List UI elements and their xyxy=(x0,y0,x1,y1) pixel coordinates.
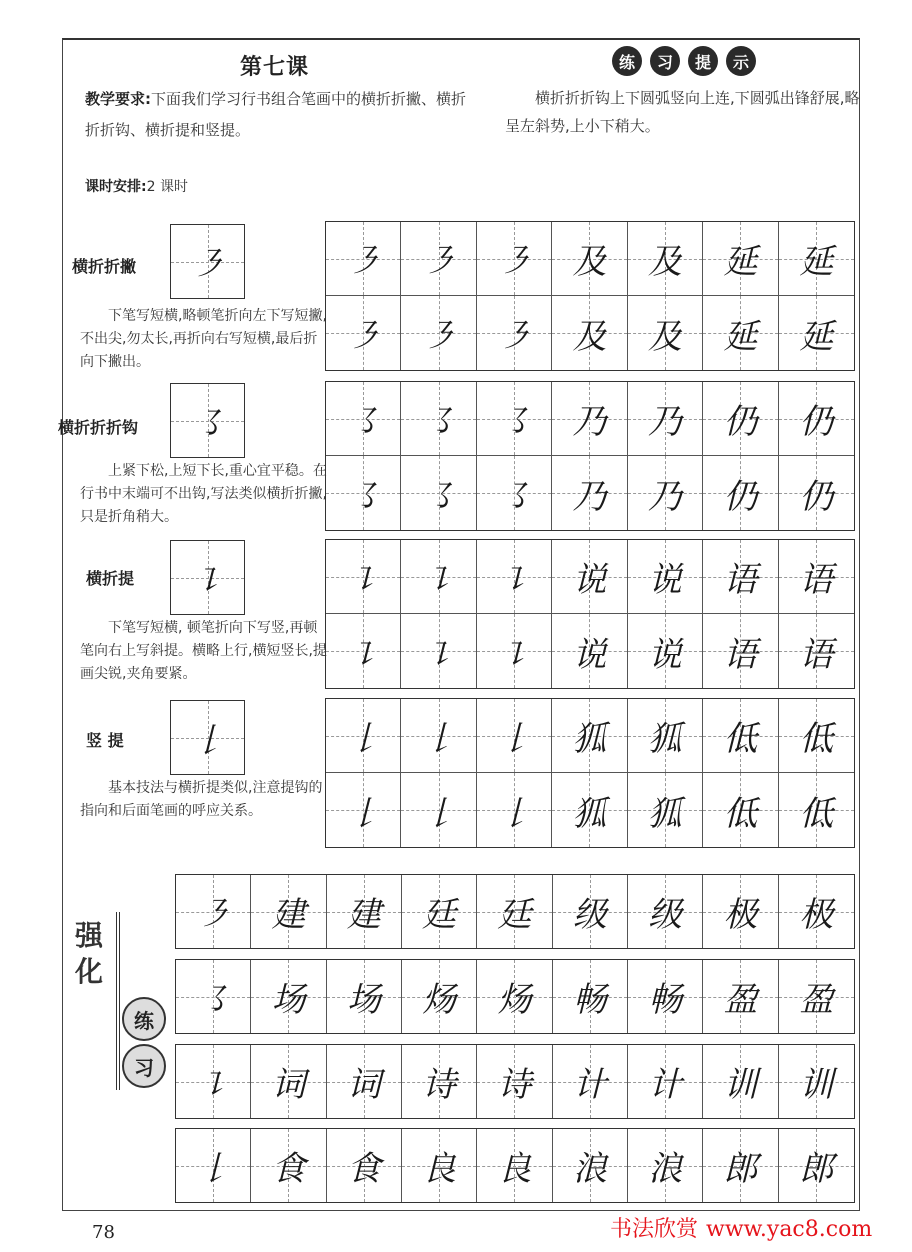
practice-character: ㇌ xyxy=(346,476,381,517)
practice-character: 语 xyxy=(799,560,834,600)
practice-character: 场 xyxy=(346,980,381,1020)
model-character: ㇌ xyxy=(171,384,244,457)
model-character-box xyxy=(170,700,245,775)
practice-cell xyxy=(703,1129,778,1202)
practice-character: 说 xyxy=(572,634,607,675)
practice-character: 建 xyxy=(271,895,306,935)
practice-cell xyxy=(779,875,854,948)
practice-character: 良 xyxy=(422,1149,457,1189)
stroke-name: 横折提 xyxy=(86,569,135,588)
practice-character: 延 xyxy=(799,242,834,282)
practice-cell xyxy=(703,699,778,773)
practice-cell xyxy=(477,382,552,456)
practice-cell xyxy=(176,875,251,948)
practice-cell xyxy=(327,1045,402,1118)
practice-cell xyxy=(327,1129,402,1202)
practice-cell xyxy=(552,699,627,773)
practice-character: 乃 xyxy=(647,402,682,442)
practice-character: ㇊ xyxy=(497,634,532,675)
practice-character: 𠄌 xyxy=(421,793,456,834)
practice-character: 仍 xyxy=(799,476,834,517)
stroke-description: 下笔写短横, 顿笔折向下写竖,再顿笔向右上写斜提。横略上行,横短竖长,提画尖锐,夹角要紧。 xyxy=(80,620,327,682)
practice-cell xyxy=(552,614,627,688)
practice-cell xyxy=(779,1129,854,1202)
practice-cell xyxy=(402,960,477,1033)
practice-cell xyxy=(779,296,854,370)
practice-cell xyxy=(251,960,326,1033)
practice-grid xyxy=(325,381,855,531)
practice-cell xyxy=(401,456,476,530)
practice-cell xyxy=(703,773,778,847)
practice-character: ㇋ xyxy=(497,316,532,357)
practice-character: 𠄌 xyxy=(196,1149,231,1189)
tip-circle: 提 xyxy=(688,46,718,76)
practice-character: ㇊ xyxy=(421,560,456,600)
practice-cell xyxy=(477,296,552,370)
practice-character: 语 xyxy=(799,634,834,675)
practice-character: 畅 xyxy=(572,980,607,1020)
teaching-requirement xyxy=(85,84,475,146)
practice-cell xyxy=(553,1045,628,1118)
practice-character: ㇊ xyxy=(346,634,381,675)
practice-character: 语 xyxy=(723,634,758,675)
practice-cell xyxy=(552,222,627,296)
practice-cell xyxy=(401,773,476,847)
practice-cell xyxy=(628,875,703,948)
practice-cell xyxy=(703,382,778,456)
practice-character: 及 xyxy=(572,316,607,357)
practice-character: 乃 xyxy=(572,402,607,442)
practice-character: ㇊ xyxy=(196,1065,231,1105)
practice-cell xyxy=(779,614,854,688)
practice-cell xyxy=(779,222,854,296)
practice-character: 低 xyxy=(799,719,834,759)
class-schedule xyxy=(85,176,188,196)
practice-cell xyxy=(779,1045,854,1118)
practice-cell xyxy=(553,1129,628,1202)
strengthen-divider xyxy=(116,912,120,1090)
practice-character: 炀 xyxy=(497,980,532,1020)
practice-cell xyxy=(326,296,401,370)
practice-cell xyxy=(326,222,401,296)
practice-character: 𠄌 xyxy=(497,793,532,834)
strengthen-title: 强化 xyxy=(74,919,103,988)
practice-cell xyxy=(326,773,401,847)
practice-grid xyxy=(325,698,855,848)
requirement-label: 教学要求: xyxy=(85,90,151,108)
practice-character: 食 xyxy=(271,1149,306,1189)
practice-cell xyxy=(553,875,628,948)
practice-character: 仍 xyxy=(723,402,758,442)
practice-cell xyxy=(703,1045,778,1118)
practice-character: 级 xyxy=(572,895,607,935)
practice-cell xyxy=(401,382,476,456)
practice-cell xyxy=(251,1045,326,1118)
practice-cell xyxy=(628,1129,703,1202)
practice-cell xyxy=(326,614,401,688)
practice-cell xyxy=(402,1045,477,1118)
practice-cell xyxy=(628,222,703,296)
practice-character: ㇊ xyxy=(497,560,532,600)
practice-character: 盈 xyxy=(723,980,758,1020)
practice-cell xyxy=(703,296,778,370)
practice-cell xyxy=(779,540,854,614)
practice-character: 说 xyxy=(647,634,682,675)
practice-character: ㇋ xyxy=(421,242,456,282)
practice-character: ㇋ xyxy=(497,242,532,282)
stroke-name: 横折折撇 xyxy=(72,257,137,276)
practice-character: 乃 xyxy=(647,476,682,517)
practice-character: 训 xyxy=(723,1065,758,1105)
practice-cell xyxy=(477,1129,552,1202)
practice-character: ㇌ xyxy=(421,476,456,517)
practice-tips-text: 横折折折钩上下圆弧竖向上连,下圆弧出锋舒展,略呈左斜势,上小下稍大。 xyxy=(505,89,860,135)
practice-cell xyxy=(703,540,778,614)
tip-circle: 练 xyxy=(612,46,642,76)
practice-character: 低 xyxy=(723,793,758,834)
practice-character: ㇋ xyxy=(421,316,456,357)
practice-cell xyxy=(628,1045,703,1118)
practice-character: 延 xyxy=(799,316,834,357)
tip-circle: 习 xyxy=(650,46,680,76)
watermark-url: www.yac8.com xyxy=(706,1217,873,1242)
schedule-value: 2 课时 xyxy=(146,179,188,195)
practice-cell xyxy=(326,699,401,773)
strengthen-grid xyxy=(175,1128,855,1203)
practice-character: ㇌ xyxy=(346,402,381,442)
model-character-box xyxy=(170,383,245,458)
practice-cell xyxy=(703,614,778,688)
stroke-description: 上紧下松,上短下长,重心宜平稳。在行书中末端可不出钩,写法类似横折折撇,只是折角稍大。 xyxy=(80,463,327,525)
practice-cell xyxy=(628,456,703,530)
practice-character: 极 xyxy=(799,895,834,935)
practice-character: 𠄌 xyxy=(421,719,456,759)
practice-cell xyxy=(779,382,854,456)
practice-cell xyxy=(327,960,402,1033)
practice-cell xyxy=(326,382,401,456)
requirement-text: 下面我们学习行书组合笔画中的横折折撇、横折折折钩、横折提和竖提。 xyxy=(85,90,467,139)
practice-cell xyxy=(477,540,552,614)
practice-cell xyxy=(402,1129,477,1202)
practice-cell xyxy=(477,875,552,948)
practice-character: 训 xyxy=(799,1065,834,1105)
schedule-label: 课时安排: xyxy=(85,179,147,195)
practice-character: 狐 xyxy=(647,793,682,834)
practice-character: 炀 xyxy=(422,980,457,1020)
stroke-name: 竖 提 xyxy=(86,731,124,750)
practice-character: ㇊ xyxy=(346,560,381,600)
practice-cell xyxy=(176,1129,251,1202)
practice-character: 𠄌 xyxy=(497,719,532,759)
practice-character: 低 xyxy=(799,793,834,834)
practice-cell xyxy=(779,456,854,530)
strengthen-grid xyxy=(175,874,855,949)
practice-badge: 练 xyxy=(122,997,166,1041)
strengthen-grid xyxy=(175,959,855,1034)
practice-character: 𠄌 xyxy=(346,719,381,759)
practice-character: 诗 xyxy=(422,1065,457,1105)
practice-character: 说 xyxy=(647,560,682,600)
practice-tips-header xyxy=(612,46,756,76)
practice-character: 词 xyxy=(346,1065,381,1105)
lesson-title: 第七课 xyxy=(240,55,310,80)
practice-character: 延 xyxy=(723,242,758,282)
strengthen-grid xyxy=(175,1044,855,1119)
practice-cell xyxy=(176,960,251,1033)
practice-cell xyxy=(401,699,476,773)
practice-cell xyxy=(401,222,476,296)
practice-cell xyxy=(628,699,703,773)
stroke-name: 横折折折钩 xyxy=(58,418,139,437)
practice-character: 浪 xyxy=(648,1149,683,1189)
practice-character: 语 xyxy=(723,560,758,600)
practice-character: 食 xyxy=(346,1149,381,1189)
practice-character: 说 xyxy=(572,560,607,600)
practice-grid xyxy=(325,221,855,371)
practice-cell xyxy=(628,296,703,370)
practice-cell xyxy=(703,222,778,296)
practice-character: 及 xyxy=(647,316,682,357)
practice-cell xyxy=(628,773,703,847)
practice-cell xyxy=(553,960,628,1033)
practice-character: ㇋ xyxy=(346,316,381,357)
practice-character: 仍 xyxy=(799,402,834,442)
practice-cell xyxy=(477,222,552,296)
practice-character: 计 xyxy=(572,1065,607,1105)
practice-cell xyxy=(552,296,627,370)
practice-badge: 习 xyxy=(122,1044,166,1088)
practice-character: 诗 xyxy=(497,1065,532,1105)
practice-cell xyxy=(703,960,778,1033)
practice-character: 郎 xyxy=(723,1149,758,1189)
practice-cell xyxy=(326,456,401,530)
practice-cell xyxy=(628,614,703,688)
practice-character: 建 xyxy=(346,895,381,935)
practice-character: 良 xyxy=(497,1149,532,1189)
stroke-description: 下笔写短横,略顿笔折向左下写短撇,不出尖,勿太长,再折向右写短横,最后折向下撇出。 xyxy=(80,308,327,370)
practice-cell xyxy=(628,540,703,614)
practice-cell xyxy=(779,699,854,773)
practice-character: 狐 xyxy=(572,719,607,759)
stroke-description: 基本技法与横折提类似,注意提钩的指向和后面笔画的呼应关系。 xyxy=(80,780,323,819)
practice-cell xyxy=(326,540,401,614)
practice-cell xyxy=(477,960,552,1033)
practice-cell xyxy=(477,614,552,688)
practice-character: ㇌ xyxy=(497,476,532,517)
practice-character: ㇋ xyxy=(346,242,381,282)
practice-character: 场 xyxy=(271,980,306,1020)
practice-cell xyxy=(552,382,627,456)
practice-character: 狐 xyxy=(647,719,682,759)
practice-character: 仍 xyxy=(723,476,758,517)
model-character: ㇋ xyxy=(171,225,244,298)
practice-cell xyxy=(251,875,326,948)
practice-cell xyxy=(401,296,476,370)
practice-character: 计 xyxy=(648,1065,683,1105)
practice-cell xyxy=(401,540,476,614)
practice-cell xyxy=(327,875,402,948)
practice-cell xyxy=(401,614,476,688)
model-character-box xyxy=(170,224,245,299)
practice-cell xyxy=(779,773,854,847)
practice-character: 廷 xyxy=(497,895,532,935)
practice-cell xyxy=(477,456,552,530)
practice-cell xyxy=(552,773,627,847)
practice-cell xyxy=(402,875,477,948)
model-character-box xyxy=(170,540,245,615)
practice-character: ㇌ xyxy=(497,402,532,442)
page-number: 78 xyxy=(92,1222,115,1243)
tip-circle: 示 xyxy=(726,46,756,76)
watermark xyxy=(610,1212,872,1243)
practice-cell xyxy=(251,1129,326,1202)
practice-character: 极 xyxy=(723,895,758,935)
practice-character: 狐 xyxy=(572,793,607,834)
model-character: 𠄌 xyxy=(171,701,244,774)
model-character: ㇊ xyxy=(171,541,244,614)
practice-character: ㇌ xyxy=(421,402,456,442)
practice-character: 畅 xyxy=(648,980,683,1020)
practice-character: 延 xyxy=(723,316,758,357)
practice-character: 词 xyxy=(271,1065,306,1105)
practice-character: 盈 xyxy=(799,980,834,1020)
practice-grid xyxy=(325,539,855,689)
practice-cell xyxy=(477,773,552,847)
practice-cell xyxy=(779,960,854,1033)
practice-cell xyxy=(552,456,627,530)
practice-cell xyxy=(703,875,778,948)
practice-character: ㇊ xyxy=(421,634,456,675)
watermark-text: 书法欣赏 xyxy=(610,1217,699,1242)
practice-character: ㇌ xyxy=(196,980,231,1020)
practice-character: 廷 xyxy=(422,895,457,935)
practice-cell xyxy=(628,960,703,1033)
practice-cell xyxy=(552,540,627,614)
practice-character: 浪 xyxy=(572,1149,607,1189)
practice-character: 及 xyxy=(647,242,682,282)
practice-cell xyxy=(176,1045,251,1118)
practice-character: 郎 xyxy=(799,1149,834,1189)
practice-character: 乃 xyxy=(572,476,607,517)
practice-cell xyxy=(703,456,778,530)
practice-character: 级 xyxy=(648,895,683,935)
practice-character: 低 xyxy=(723,719,758,759)
practice-character: 𠄌 xyxy=(346,793,381,834)
practice-cell xyxy=(477,1045,552,1118)
practice-cell xyxy=(628,382,703,456)
practice-character: ㇋ xyxy=(196,895,231,935)
practice-character: 及 xyxy=(572,242,607,282)
practice-cell xyxy=(477,699,552,773)
